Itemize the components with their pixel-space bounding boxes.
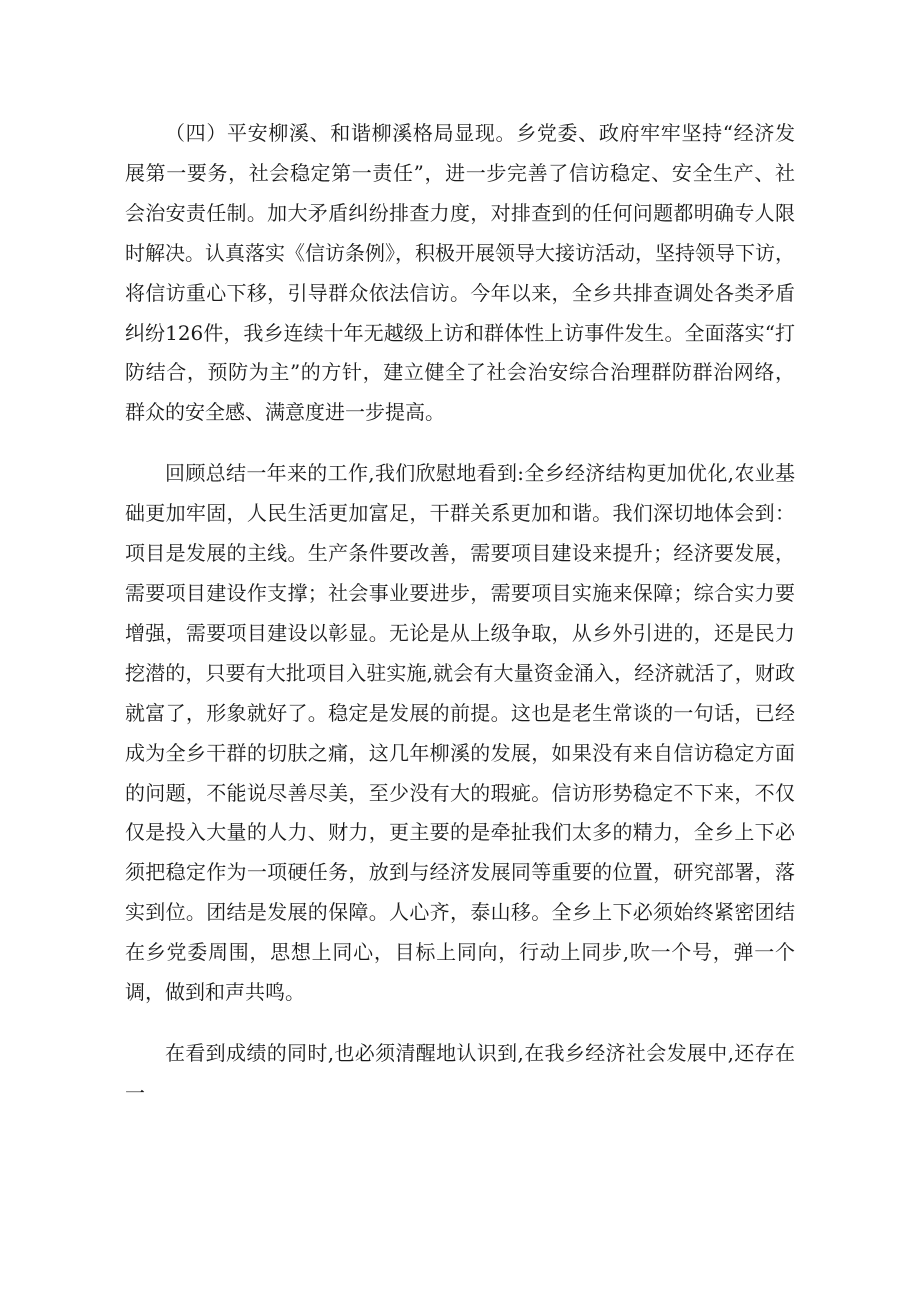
document-body xyxy=(125,114,795,1114)
paragraph-review-summary: 回顾总结一年来的工作,我们欣慰地看到:全乡经济结构更加优化,农业基础更加牢固，人民生活更加富足，干群关系更加和谐。我们深切地体会到：项目是发展的主线。生产条件要改善，需要项目建设来提升；经济要发展，需要项目建设作支撑；社会事业要进步，需要项目实施来保障；综合实力要增强，需要项目建设以彰显。无论是从上级争取，从乡外引进的，还是民力挖潜的，只要有大批项目入驻实施,就会有大量资金涌入，经济就活了，财政就富了，形象就好了。稳定是发展的前提。这也是老生常谈的一句话，已经成为全乡干群的切肤之痛，这几年柳溪的发展，如果没有来自信访稳定方面的问题，不能说尽善尽美，至少没有大的瑕疵。信访形势稳定不下来，不仅仅是投入大量的人力、财力，更主要的是牵扯我们太多的精力，全乡上下必须把稳定作为一项硬任务，放到与经济发展同等重要的位置，研究部署，落实到位。团结是发展的保障。人心齐，泰山移。全乡上下必须始终紧密团结在乡党委周围，思想上同心，目标上同向，行动上同步,吹一个号，弹一个调，做到和声共鸣。 xyxy=(125,461,795,1005)
paragraph-shortcomings: 在看到成绩的同时,也必须清醒地认识到,在我乡经济社会发展中,还存在一 xyxy=(125,1040,795,1105)
paragraph-ping-an-liu-xi: （四）平安柳溪、和谐柳溪格局显现。乡党委、政府牢牢坚持“经济发展第一要务，社会稳定第一责任”，进一步完善了信访稳定、安全生产、社会治安责任制。加大矛盾纠纷排查力度，对排查到的任何问题都明确专人限时解决。认真落实《信访条例》，积极开展领导大接访活动，坚持领导下访，将信访重心下移，引导群众依法信访。今年以来，全乡共排查调处各类矛盾纠纷126件，我乡连续十年无越级上访和群体性上访事件发生。全面落实“打防结合，预防为主”的方针，建立健全了社会治安综合治理群防群治网络，群众的安全感、满意度进一步提高。 xyxy=(125,121,795,425)
